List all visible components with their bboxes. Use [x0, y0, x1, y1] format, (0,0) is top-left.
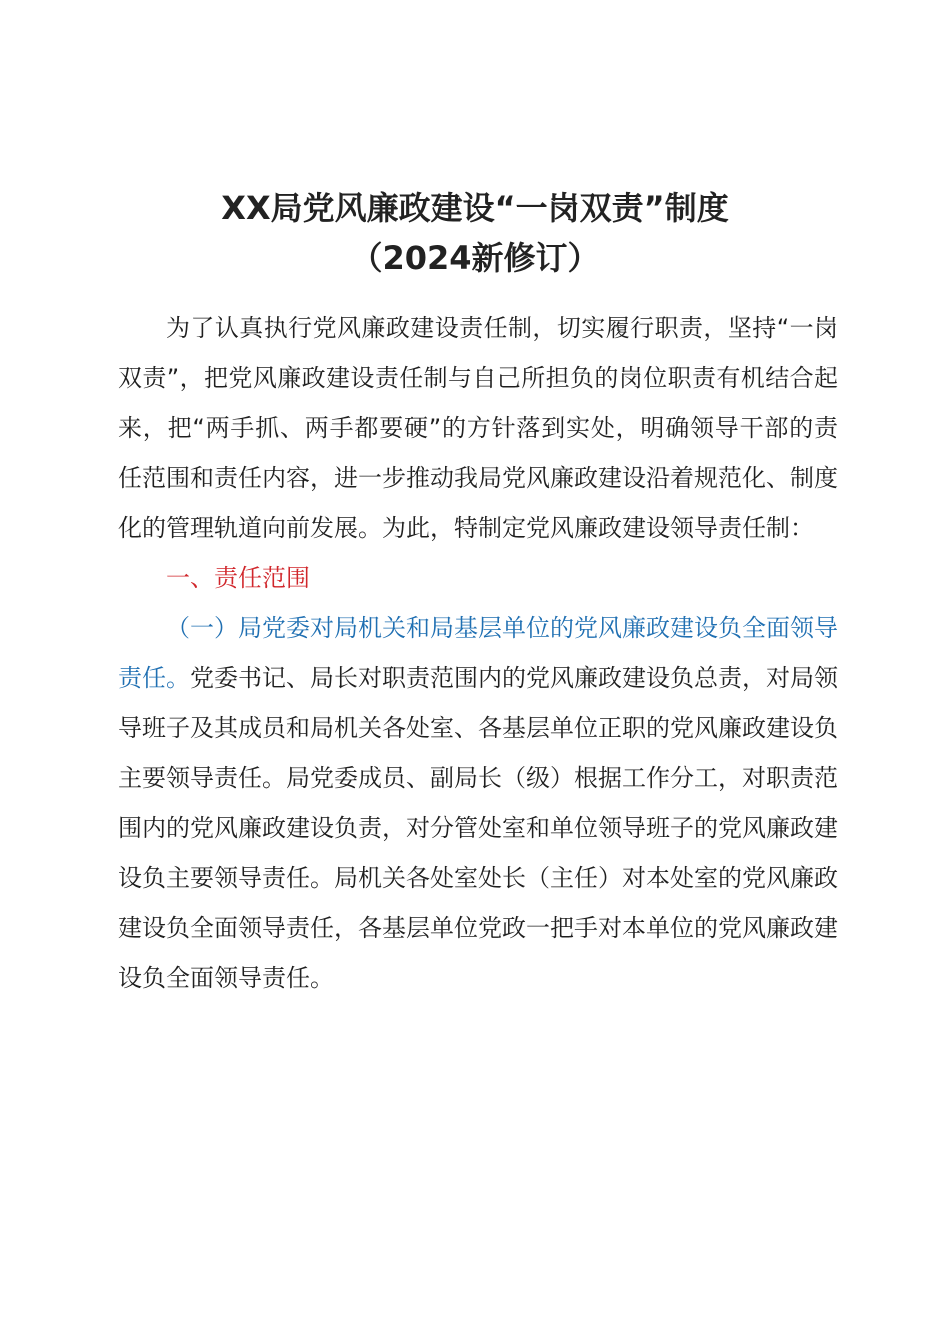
subsection-paragraph [118, 603, 838, 1003]
subsection-body: 党委书记、局长对职责范围内的党风廉政建设负总责，对局领导班子及其成员和局机关各处室、各基层单位正职的党风廉政建设负主要领导责任。局党委成员、副局长（级）根据工作分工，对职责范围内的党风廉政建设负责，对分管处室和单位领导班子的党风廉政建设负主要领导责任。局机关各处室处长（主任）对本处室的党风廉政建设负全面领导责任，各基层单位党政一把手对本单位的党风廉政建设负全面领导责任。 [118, 664, 838, 992]
title-line-revision: （2024新修订） [350, 239, 600, 277]
subsection-heading: （一）局党委对局机关和局基层单位的党风廉政建设负全面领导责任。 [118, 614, 838, 692]
title-line-main: XX局党风廉政建设“一岗双责”制度 [221, 189, 729, 227]
intro-paragraph: 为了认真执行党风廉政建设责任制，切实履行职责，坚持“一岗双责”，把党风廉政建设责任制与自己所担负的岗位职责有机结合起来，把“两手抓、两手都要硬”的方针落到实处，明确领导干部的责任范围和责任内容，进一步推动我局党风廉政建设沿着规范化、制度化的管理轨道向前发展。为此，特制定党风廉政建设领导责任制： [118, 314, 838, 542]
section-heading-responsibility-scope: 一、责任范围 [166, 564, 310, 592]
document-body [118, 303, 838, 1003]
document-title [0, 183, 950, 283]
